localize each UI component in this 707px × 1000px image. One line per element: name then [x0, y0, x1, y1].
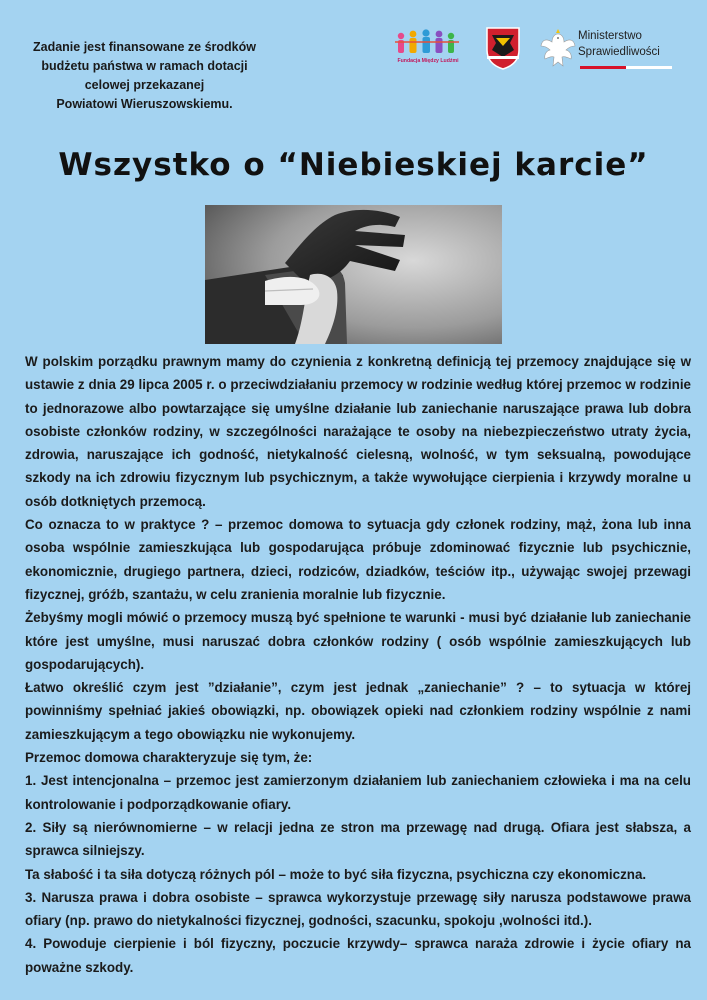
list-item: 3. Narusza prawa i dobra osobiste – sprawca wykorzystuje przewagę siły narusza podstawowe prawa ofiary (np. prawo do nietykalności fizycznej, godności, szacunku, spokoju ,wolności itd.). — [25, 889, 691, 929]
hand-grabbing-wrist-photo — [205, 205, 502, 344]
funding-line: Zadanie jest finansowane ze środków — [33, 40, 256, 54]
body-paragraph: Żebyśmy mogli mówić o przemocy muszą być spełnione te warunki - musi być działanie lub zaniechanie które jest umyślne, musi naruszać dobra członków rodziny ( osób wspólnie zamieszkujących lub gospodarujących). — [25, 610, 691, 672]
fundacja-logo-text: Fundacja Między Ludźmi — [397, 58, 459, 64]
list-item: 2. Siły są nierównomierne – w relacji jedna ze stron ma przewagę nad drugą. Ofiara jest słabsza, a sprawca silniejszy. — [25, 819, 691, 859]
page-title: Wszystko o “Niebieskiej karcie” — [58, 147, 649, 183]
ministry-flag-stripe — [580, 66, 672, 69]
funding-note — [22, 38, 267, 114]
white-eagle-icon — [540, 26, 576, 72]
article-body — [25, 350, 691, 979]
fundacja-logo — [393, 28, 463, 68]
people-figures-icon — [395, 29, 459, 53]
funding-line: budżetu państwa w ramach dotacji — [41, 59, 248, 73]
body-paragraph: Ta słabość i ta siła dotyczą różnych pól – może to być siła fizyczna, psychiczna czy ekonomiczna. — [25, 866, 647, 882]
wieruszow-crest-icon — [484, 26, 522, 70]
body-paragraph: W polskim porządku prawnym mamy do czynienia z konkretną definicją tej przemocy znajdujące się w ustawie z dnia 29 lipca 2005 r. o przeciwdziałaniu przemocy w rodzinie według której przemoc w rodzinie to jednorazowe albo powtarzające się umyślne działanie lub zaniechanie naruszające prawa lub dobra osobiste członków rodziny, w szczególności narażające te osoby na niebezpieczeństwo utraty życia, zdrowia, naruszające ich godność, nietykalność cielesną, wolność, w tym seksualną, powodujące szkody na ich zdrowiu fizycznym lub psychicznym, a także wywołujące cierpienia i krzywdy moralne u osób dotkniętych przemocą. — [25, 354, 691, 509]
list-item: 1. Jest intencjonalna – przemoc jest zamierzonym działaniem lub zaniechaniem człowieka i ma na celu kontrolowanie i podporządkowanie ofiary. — [25, 773, 691, 812]
funding-line: celowej przekazanej — [84, 78, 205, 92]
body-paragraph: Przemoc domowa charakteryzuje się tym, że: — [25, 750, 313, 766]
ministry-of-justice-logo — [540, 26, 680, 72]
ministry-name — [578, 28, 688, 60]
body-paragraph: Łatwo określić czym jest ”działanie”, czym jest jednak „zaniechanie” ? – to sytuacja w której powinniśmy spełniać jakieś obowiązki, np. obowiązek opieki nad członkiem rodziny wspólnie z nami zamieszkującym a tego obowiązku nie wykonujemy. — [25, 680, 691, 742]
funding-line: Powiatowi Wieruszowskiemu. — [56, 97, 233, 111]
list-item: 4. Powoduje cierpienie i ból fizyczny, poczucie krzywdy– sprawca naraża zdrowie i życie ofiary na poważne szkody. — [25, 936, 691, 975]
ministry-name-line: Ministerstwo — [578, 30, 642, 42]
ministry-name-line: Sprawiedliwości — [578, 46, 660, 58]
body-paragraph: Co oznacza to w praktyce ? – przemoc domowa to sytuacja gdy członek rodziny, mąż, żona lub inna osoba wspólnie zamieszkująca lub gospodarująca próbuje zdominować fizycznie lub psychicznie, ekonomicznie, drugiego partnera, dzieci, rodziców, dziadków, teściów itp., używając swojej przewagi fizycznej, gróźb, szantażu, w celu zranienia moralnie lub fizycznie. — [25, 517, 691, 602]
